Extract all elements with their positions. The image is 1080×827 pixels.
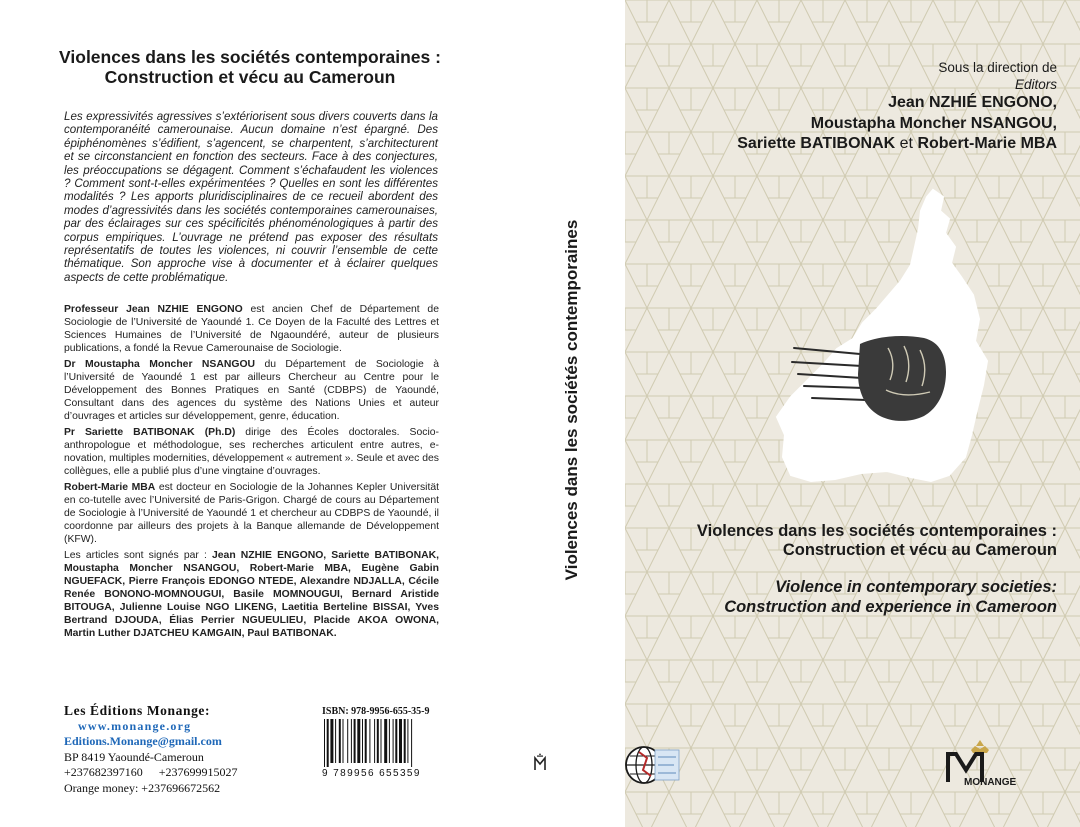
publisher-address: BP 8419 Yaoundé-Cameroun xyxy=(64,749,204,764)
bio-batibonak xyxy=(64,426,439,478)
publisher-email: Editions.Monange@gmail.com xyxy=(64,734,222,748)
front-title-fr-line1: Violences dans les sociétés contemporaines : xyxy=(696,522,1057,540)
editor-names-3 xyxy=(637,134,1057,155)
bio-name: Professeur Jean NZHIE ENGONO xyxy=(64,304,243,315)
front-title-en-line1: Violence in contemporary societies: xyxy=(775,578,1057,596)
spine-title: Violences dans les sociétés contemporaines xyxy=(562,219,581,581)
monange-logo-text: MONANGE xyxy=(964,777,1017,788)
author-bios xyxy=(64,303,439,643)
isbn-block xyxy=(322,706,442,779)
publisher-phone1: +237682397160 xyxy=(64,765,143,779)
publisher-website: www.monange.org xyxy=(78,718,192,733)
front-title-en-line2: Construction and experience in Cameroon xyxy=(724,597,1057,616)
publisher-info xyxy=(64,703,304,796)
bio-text: du Département de Sociologie à l’Université de Yaoundé 1 est par ailleurs Chercheur au Centre pour le Développement des Bonnes Pratiques en Santé (CDBPS) de Yaoundé, Consultant dans des agences du système des Nations Unies et auteur d’ouvrages et articles sur développement, genre, éducation. xyxy=(64,359,439,422)
bio-name: Robert-Marie MBA xyxy=(64,482,156,493)
editor-name-2: Moustapha Moncher NSANGOU, xyxy=(810,114,1057,132)
publisher-name: Les Éditions Monange: xyxy=(64,703,211,718)
editors-label: Editors xyxy=(1014,77,1057,92)
back-title-line1: Violences dans les sociétés contemporaines : xyxy=(59,47,441,67)
publisher-orange-money: Orange money: +237696672562 xyxy=(64,780,221,795)
editor-name-1: Jean NZHIÉ ENGONO, xyxy=(888,94,1057,111)
bio-name: Dr Moustapha Moncher NSANGOU xyxy=(64,359,256,370)
back-cover xyxy=(0,0,520,827)
bio-text: est ancien Chef de Département de Sociologie de l’Université de Yaoundé 1. Ce Doyen de la Faculté des Lettres et Sciences Humaines de l’Université de Ngaoundéré, auteur de plusieurs publications, a fondé la Revue Camerounaise de Sociologie. xyxy=(64,304,439,354)
bio-nsangou xyxy=(64,358,439,423)
bio-name: Pr Sariette BATIBONAK (Ph.D) xyxy=(64,427,236,438)
publisher-phone2: +237699915027 xyxy=(158,765,238,779)
back-cover-abstract: Les expressivités agressives s’extériorisent sous divers couverts dans la contemporanéité camerounaise. Aucun domaine n’est épargné. Des épiphénomènes s’édifient, s’agencent, se charpentent, s’architecturent et se circonstancient en fonction des secteurs. Face à des conjectures, les préoccupations se dégagent. Comment s’échafaudent les violences ? Comment sont-t-elles expérimentées ? Quelles en sont les différentes modalités ? Les apports pluridisciplinaires de ce recueil abordent des modes d’agressivités dans les sociétés contemporaines camerounaises, par des éclairages sur ces spécificités phénoménologiques à partir des corpus empiriques. L’ouvrage ne prétend pas exposer des résultats représentatifs de toutes les violences, ni couvrir l’ensemble de cette thématique. Son approche vise à documenter et à éclairer quelques aspects de cette problématique. xyxy=(64,110,438,284)
articles-contributors xyxy=(64,549,439,640)
editors-block xyxy=(637,60,1057,155)
barcode-number: 9 789956 655359 xyxy=(322,768,421,779)
editor-conjunction: et xyxy=(895,135,918,152)
monange-logo-icon xyxy=(942,738,1018,788)
bio-text: dirige des Écoles doctorales. Socio-anthropologue et méthodologue, ses recherches articulent entre autres, e-novation, multiples modernities, développement « autrement ». Seule et avec des collègues, elle a publié plus d’une vingtaine d’ouvrages. xyxy=(64,427,439,477)
bio-text: est docteur en Sociologie de la Johannes Kepler Universität en co-tutelle avec l’Université de Paris-Grigon. Chargé de cours au Département de Sociologie à l’Université de Yaoundé 1 et chercheur au CDBPS de Yaoundé, il coordonne par ailleurs des projets à la Banque allemande de Développement (KFW). xyxy=(64,482,440,545)
publisher-phones xyxy=(64,765,304,781)
front-title-english xyxy=(625,578,1057,617)
isbn-label: ISBN: 978-9956-655-35-9 xyxy=(322,706,430,717)
back-cover-title xyxy=(40,47,460,87)
front-cover xyxy=(625,0,1080,827)
front-title-fr-line2: Construction et vécu au Cameroun xyxy=(782,541,1057,559)
direction-label: Sous la direction de xyxy=(938,60,1057,75)
front-title-french xyxy=(625,522,1057,560)
bio-nzhie-engono xyxy=(64,303,439,355)
fist-icon xyxy=(790,318,950,423)
bio-mba xyxy=(64,481,439,546)
articles-intro: Les articles sont signés par : xyxy=(64,550,212,561)
editor-name-4: Robert-Marie MBA xyxy=(917,135,1057,152)
barcode-icon xyxy=(322,719,440,767)
articles-names: Jean NZHIE ENGONO, Sariette BATIBONAK, Moustapha Moncher NSANGOU, Robert-Marie MBA, Eugène Gabin NGUEFACK, Pierre François EDONGO NTEDE, Alexandre NDJALLA, Cécile Renée BONONO-MOMNOUGUI, Basile MOMNOUGUI, Bernard Aristide BITOUGA, Julienne Louise NGO LIKENG, Laetitia Berteline BISSAI, Yves Bertrand DJOUDA, Élias Perrier NGUEULIEU, Placide AKOA OWONA, Martin Luther DJATCHEU KAMGAIN, Paul BATIBONAK. xyxy=(64,550,439,639)
globe-logo-icon xyxy=(625,742,681,788)
monange-m-icon xyxy=(534,752,546,772)
back-title-line2: Construction et vécu au Cameroun xyxy=(104,67,396,87)
editor-name-3: Sariette BATIBONAK xyxy=(737,135,896,152)
